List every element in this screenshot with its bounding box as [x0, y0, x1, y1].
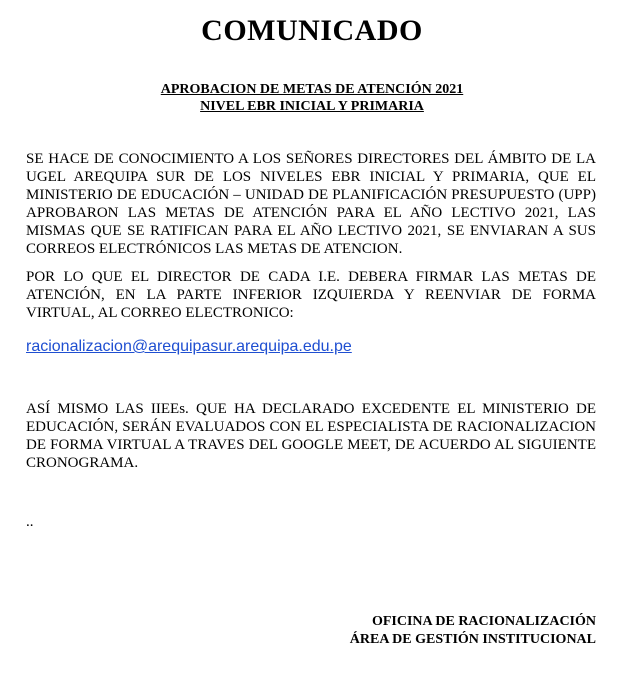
ellipsis-text: ..	[26, 514, 34, 530]
document-subtitle-line2: NIVEL EBR INICIAL Y PRIMARIA	[200, 99, 424, 114]
signature-block	[350, 613, 596, 649]
paragraph-instructions: POR LO QUE EL DIRECTOR DE CADA I.E. DEBERA FIRMAR LAS METAS DE ATENCIÓN, EN LA PARTE INFERIOR IZQUIERDA Y REENVIAR DE FORMA VIRTUAL, AL CORREO ELECTRONICO:	[26, 269, 596, 321]
paragraph-announcement: SE HACE DE CONOCIMIENTO A LOS SEÑORES DIRECTORES DEL ÁMBITO DE LA UGEL AREQUIPA SUR DE LOS NIVELES EBR INICIAL Y PRIMARIA, QUE EL MINISTERIO DE EDUCACIÓN – UNIDAD DE PLANIFICACIÓN PRESUPUESTO (UPP) APROBARON LAS METAS DE ATENCIÓN PARA EL AÑO LECTIVO 2021, LAS MISMAS QUE SE RATIFICAN PARA EL AÑO LECTIVO 2021, SE ENVIARAN A SUS CORREOS ELECTRÓNICOS LAS METAS DE ATENCION.	[26, 151, 596, 257]
document-subtitle-line1: APROBACION DE METAS DE ATENCIÓN 2021	[160, 82, 464, 97]
signature-office: OFICINA DE RACIONALIZACIÓN	[371, 614, 596, 629]
document-title: COMUNICADO	[201, 14, 423, 47]
signature-area: ÁREA DE GESTIÓN INSTITUCIONAL	[349, 632, 596, 647]
paragraph-excedente: ASÍ MISMO LAS IIEEs. QUE HA DECLARADO EXCEDENTE EL MINISTERIO DE EDUCACIÓN, SERÁN EVALUADOS CON EL ESPECIALISTA DE RACIONALIZACION DE FORMA VIRTUAL A TRAVES DEL GOOGLE MEET, DE ACUERDO AL SIGUIENTE CRONOGRAMA.	[26, 401, 596, 471]
email-link[interactable]: racionalizacion@arequipasur.arequipa.edu.pe	[26, 338, 352, 355]
